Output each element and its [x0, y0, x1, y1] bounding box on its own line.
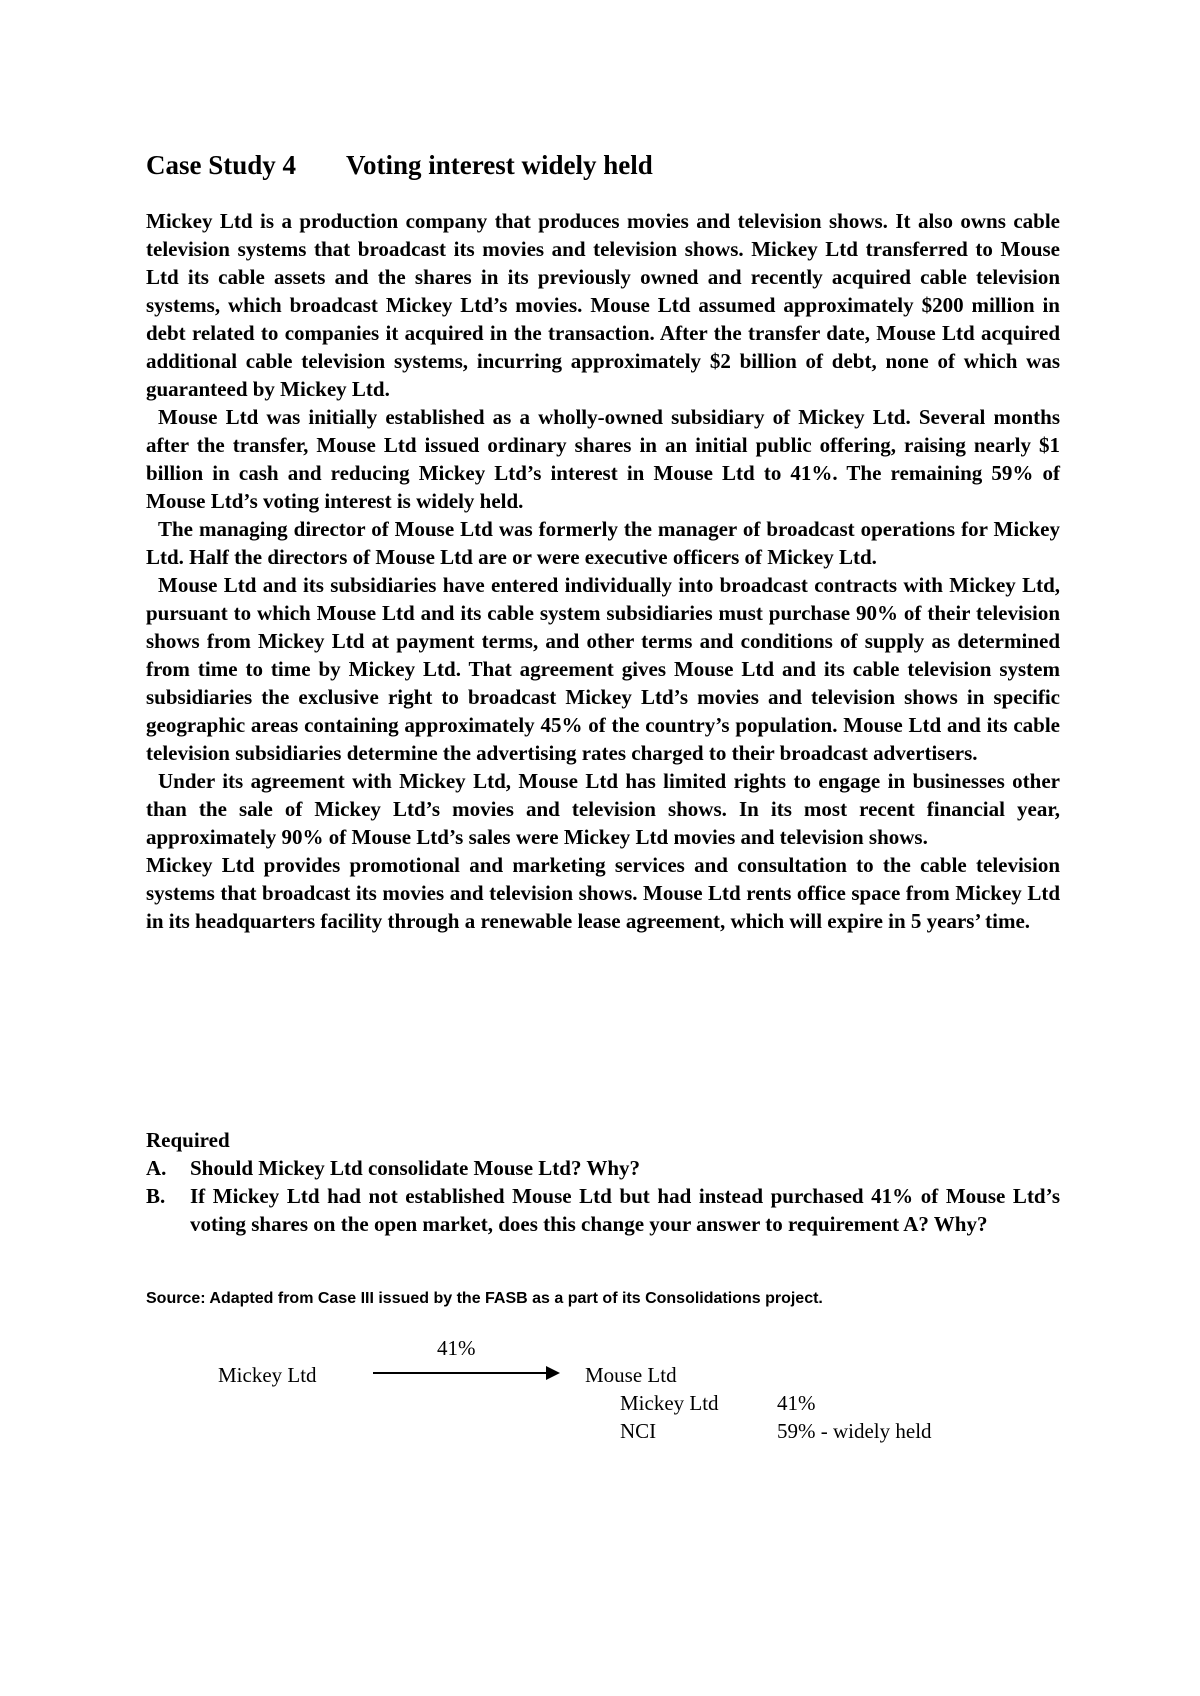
source-note: Source: Adapted from Case III issued by the FASB as a part of its Consolidations project.	[146, 1290, 823, 1307]
child-entity: Mouse Ltd	[585, 1363, 677, 1387]
requirement-b	[146, 1182, 1060, 1238]
paragraph-6: Mickey Ltd provides promotional and marketing services and consultation to the cable television systems that broadcast its movies and television shows. Mouse Ltd rents office space from Mickey Ltd in its headquarters facility through a renewable lease agreement, which will expire in 5 years’ time.	[146, 853, 1060, 933]
requirement-a	[146, 1154, 1060, 1182]
paragraph-3: The managing director of Mouse Ltd was formerly the manager of broadcast operations for Mickey Ltd. Half the directors of Mouse Ltd are or were executive officers of Mickey Ltd.	[146, 517, 1060, 569]
requirement-letter: A.	[146, 1156, 167, 1180]
required-heading: Required	[146, 1128, 230, 1152]
paragraph-2: Mouse Ltd was initially established as a wholly-owned subsidiary of Mickey Ltd. Several months after the transfer, Mouse Ltd issued ordinary shares in an initial public offering, raising nearly $1 billion in cash and reducing Mickey Ltd’s interest in Mouse Ltd to 41%. The remaining 59% of Mouse Ltd’s voting interest is widely held.	[146, 405, 1060, 513]
case-study-number: Case Study 4	[146, 150, 297, 180]
case-body	[146, 207, 1060, 935]
paragraph-4: Mouse Ltd and its subsidiaries have entered individually into broadcast contracts with Mickey Ltd, pursuant to which Mouse Ltd and its cable system subsidiaries must purchase 90% of their television shows from Mickey Ltd at payment terms, and other terms and conditions of supply as determined from time to time by Mickey Ltd. That agreement gives Mouse Ltd and its cable television system subsidiaries the exclusive right to broadcast Mickey Ltd’s movies and television shows in specific geographic areas containing approximately 45% of the country’s population. Mouse Ltd and its cable television subsidiaries determine the advertising rates charged to their broadcast advertisers.	[146, 573, 1060, 765]
ownership-arrow-line	[373, 1372, 548, 1374]
ownership-percent-label: 41%	[437, 1336, 476, 1360]
case-study-title	[146, 150, 653, 181]
holder-name-1: Mickey Ltd	[620, 1391, 719, 1415]
holder-share-1: 41%	[777, 1391, 816, 1415]
requirement-letter: B.	[146, 1184, 166, 1208]
requirement-text: Should Mickey Ltd consolidate Mouse Ltd? Why?	[190, 1156, 641, 1180]
requirement-text: If Mickey Ltd had not established Mouse Ltd but had instead purchased 41% of Mouse Ltd’s voting shares on the open market, does this change your answer to requirement A? Why?	[190, 1184, 1060, 1236]
holder-share-2: 59% - widely held	[777, 1419, 932, 1443]
paragraph-5: Under its agreement with Mickey Ltd, Mouse Ltd has limited rights to engage in businesses other than the sale of Mickey Ltd’s movies and television shows. In its most recent financial year, approximately 90% of Mouse Ltd’s sales were Mickey Ltd movies and television shows.	[146, 769, 1060, 849]
paragraph-1: Mickey Ltd is a production company that produces movies and television shows. It also owns cable television systems that broadcast its movies and television shows. Mickey Ltd transferred to Mouse Ltd its cable assets and the shares in its previously owned and recently acquired cable television systems, which broadcast Mickey Ltd’s movies. Mouse Ltd assumed approximately $200 million in debt related to companies it acquired in the transaction. After the transfer date, Mouse Ltd acquired additional cable television systems, incurring approximately $2 billion of debt, none of which was guaranteed by Mickey Ltd.	[146, 209, 1060, 401]
parent-entity: Mickey Ltd	[218, 1363, 317, 1387]
holder-name-2: NCI	[620, 1419, 657, 1443]
required-section	[146, 1126, 1060, 1238]
case-study-heading: Voting interest widely held	[346, 150, 653, 180]
arrow-head-icon	[546, 1366, 560, 1380]
